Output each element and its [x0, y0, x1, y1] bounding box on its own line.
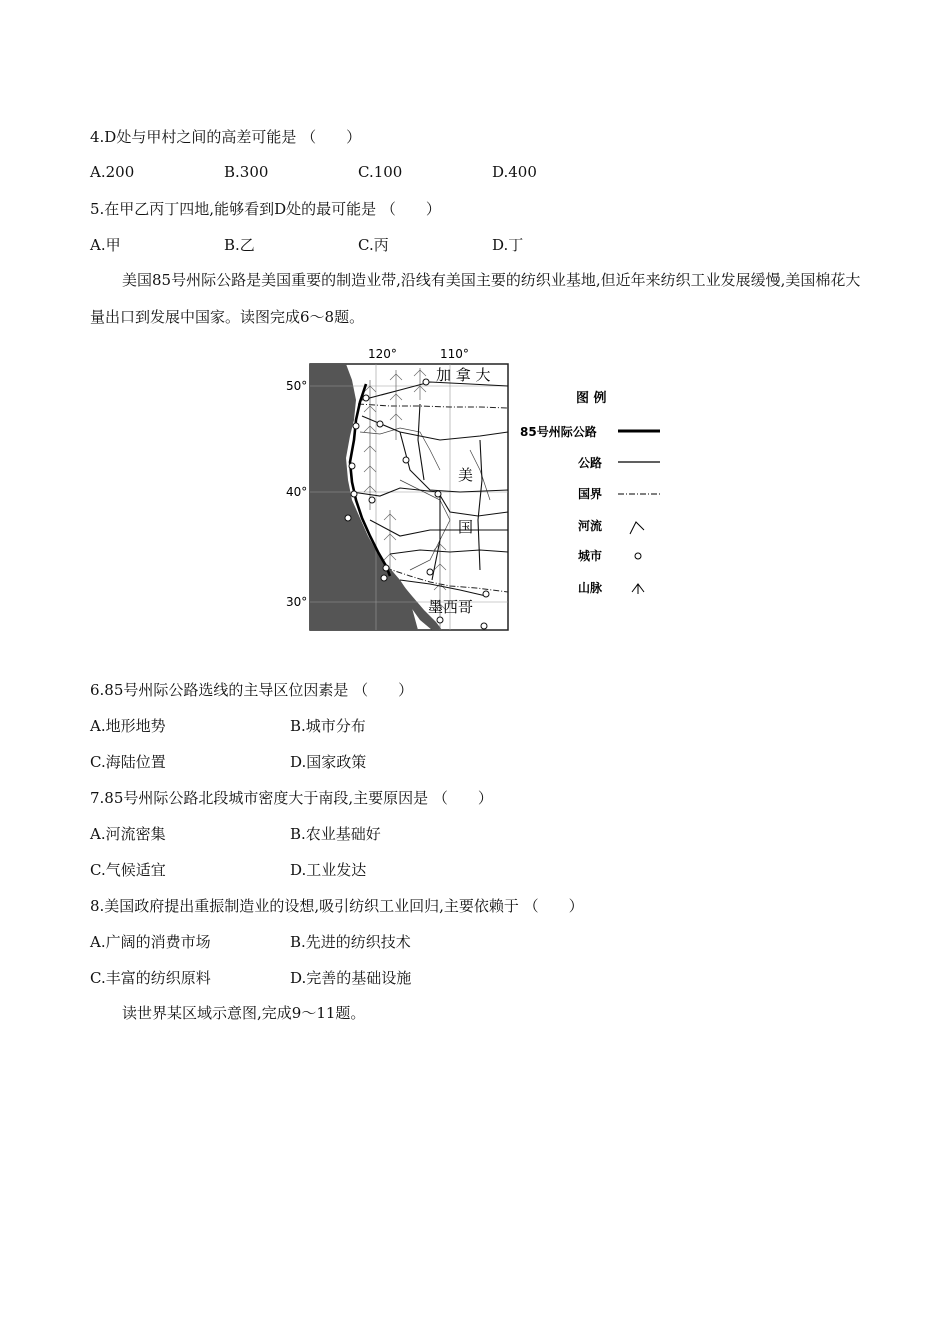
q5-option-d: D.丁 [492, 236, 524, 254]
q7-option-c: C.气候适宜 [90, 861, 166, 879]
question-8-stem: 8.美国政府提出重振制造业的设想,吸引纺织工业回归,主要依赖于 （ ） [90, 897, 584, 915]
q6-option-d: D.国家政策 [290, 753, 367, 771]
q7-option-a: A.河流密集 [90, 825, 166, 843]
q6-option-a: A.地形地势 [90, 717, 166, 735]
legend-label-road: 公路 [578, 456, 603, 470]
question-4-stem: 4.D处与甲村之间的高差可能是 （ ） [90, 128, 362, 146]
label-canada: 加 拿 大 [436, 366, 491, 384]
legend-label-mountain: 山脉 [578, 581, 603, 595]
question-6-stem: 6.85号州际公路选线的主导区位因素是 （ ） [90, 681, 414, 699]
intro-paragraph-6-8: 美国85号州际公路是美国重要的制造业带,沿线有美国主要的纺织业基地,但近年来纺织工业发展缓慢,美国棉花大量出口到发展中国家。读图完成6～8题。 [90, 271, 861, 326]
legend-title: 图 例 [576, 391, 607, 406]
q6-option-b: B.城市分布 [290, 717, 366, 735]
q8-option-d: D.完善的基础设施 [290, 969, 412, 987]
q4-option-d: D.400 [492, 163, 537, 181]
q4-option-c: C.100 [358, 163, 403, 181]
legend-symbol-city [635, 553, 641, 559]
q7-option-b: B.农业基础好 [290, 825, 381, 843]
legend-label-i85: 85号州际公路 [520, 425, 597, 439]
question-7-stem: 7.85号州际公路北段城市密度大于南段,主要原因是 （ ） [90, 789, 493, 807]
intro-paragraph-9-11: 读世界某区域示意图,完成9～11题。 [122, 1004, 366, 1022]
legend-label-border: 国界 [578, 487, 603, 501]
q5-option-b: B.乙 [224, 236, 255, 254]
q7-option-d: D.工业发达 [290, 861, 367, 879]
q8-option-b: B.先进的纺织技术 [290, 933, 411, 951]
q8-option-c: C.丰富的纺织原料 [90, 969, 211, 987]
us-west-map-figure [286, 340, 680, 640]
lat-label-30: 30° [286, 595, 308, 609]
question-5-stem: 5.在甲乙丙丁四地,能够看到D处的最可能是 （ ） [90, 200, 441, 218]
lat-label-50: 50° [286, 379, 308, 393]
q4-option-b: B.300 [224, 163, 269, 181]
q4-option-a: A.200 [90, 163, 135, 181]
q6-option-c: C.海陆位置 [90, 753, 166, 771]
lon-label-110: 110° [440, 347, 469, 361]
q5-option-c: C.丙 [358, 236, 389, 254]
lat-label-40: 40° [286, 485, 308, 499]
label-usa-1: 美 [458, 466, 474, 484]
legend-symbol-mountain [632, 584, 644, 594]
legend-label-river: 河流 [578, 519, 603, 533]
q8-option-a: A.广阔的消费市场 [90, 933, 211, 951]
map-svg [286, 340, 680, 640]
label-mexico: 墨西哥 [428, 598, 474, 616]
lon-label-120: 120° [368, 347, 397, 361]
legend-symbol-river [630, 522, 644, 534]
q5-option-a: A.甲 [90, 236, 121, 254]
legend-label-city: 城市 [578, 549, 603, 563]
label-usa-2: 国 [458, 518, 474, 536]
